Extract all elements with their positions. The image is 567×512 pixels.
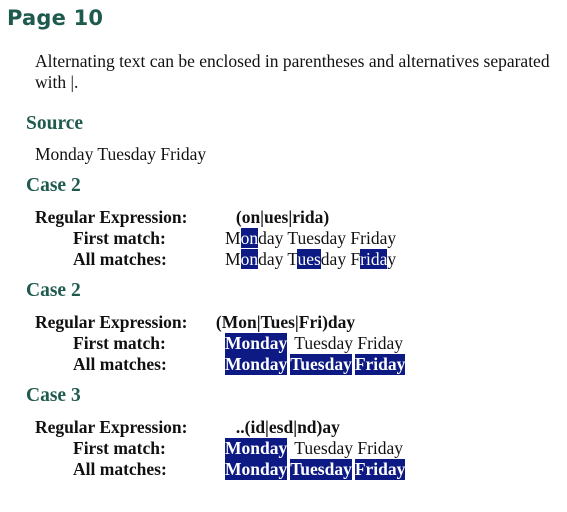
case-3-heading: Case 3 bbox=[26, 385, 81, 406]
match-highlight: Friday bbox=[354, 459, 406, 479]
case-3-regex-row bbox=[35, 417, 340, 438]
match-highlight: Monday bbox=[225, 459, 288, 479]
first-match-label: First match: bbox=[73, 438, 166, 458]
match-highlight: Monday bbox=[225, 333, 288, 353]
match-context: y bbox=[387, 249, 397, 269]
page-title: Page 10 bbox=[7, 6, 104, 30]
case-3-regex: ..(id|esd|nd)ay bbox=[235, 417, 340, 437]
intro-paragraph: Alternating text can be enclosed in parentheses and alternatives separated with |. bbox=[35, 51, 550, 92]
case-1-regex: (on|ues|rida) bbox=[235, 207, 330, 227]
match-context: day T bbox=[258, 249, 298, 269]
all-matches-label: All matches: bbox=[73, 354, 167, 374]
source-heading: Source bbox=[26, 113, 84, 134]
case-1-all-matches bbox=[225, 249, 396, 269]
case-1-heading: Case 2 bbox=[26, 175, 81, 196]
case-3-first-row bbox=[73, 438, 403, 459]
match-highlight: rida bbox=[360, 249, 388, 269]
match-highlight: ues bbox=[297, 249, 321, 269]
case-3-all-matches bbox=[225, 459, 408, 479]
case-3-first-match bbox=[225, 438, 403, 458]
case-2-heading: Case 2 bbox=[26, 280, 81, 301]
source-text: Monday Tuesday Friday bbox=[35, 144, 207, 164]
regex-label: Regular Expression: bbox=[35, 312, 188, 332]
match-context: day F bbox=[320, 249, 361, 269]
case-2-first-match bbox=[225, 333, 403, 353]
match-context: M bbox=[225, 249, 241, 269]
case-2-all-row bbox=[73, 354, 408, 375]
match-context: M bbox=[225, 228, 241, 248]
case-2-regex-row bbox=[35, 312, 355, 333]
match-context: Tuesday Friday bbox=[290, 333, 404, 353]
regex-label: Regular Expression: bbox=[35, 417, 188, 437]
match-highlight: Tuesday bbox=[290, 354, 352, 374]
case-1-first-match bbox=[225, 228, 396, 248]
match-context: Tuesday Friday bbox=[290, 438, 404, 458]
case-1-first-row bbox=[73, 228, 396, 249]
case-2-all-matches bbox=[225, 354, 408, 374]
case-3-all-row bbox=[73, 459, 408, 480]
match-highlight: Tuesday bbox=[290, 459, 352, 479]
case-2-regex: (Mon|Tues|Fri)day bbox=[215, 312, 356, 332]
case-1-regex-row bbox=[35, 207, 329, 228]
all-matches-label: All matches: bbox=[73, 249, 167, 269]
match-highlight: on bbox=[240, 249, 259, 269]
regex-label: Regular Expression: bbox=[35, 207, 188, 227]
first-match-label: First match: bbox=[73, 228, 166, 248]
all-matches-label: All matches: bbox=[73, 459, 167, 479]
match-highlight: Friday bbox=[354, 354, 406, 374]
first-match-label: First match: bbox=[73, 333, 166, 353]
case-2-first-row bbox=[73, 333, 403, 354]
match-highlight: Monday bbox=[225, 354, 288, 374]
case-1-all-row bbox=[73, 249, 396, 270]
match-highlight: Monday bbox=[225, 438, 288, 458]
match-highlight: on bbox=[240, 228, 259, 248]
match-context: day Tuesday Friday bbox=[258, 228, 397, 248]
